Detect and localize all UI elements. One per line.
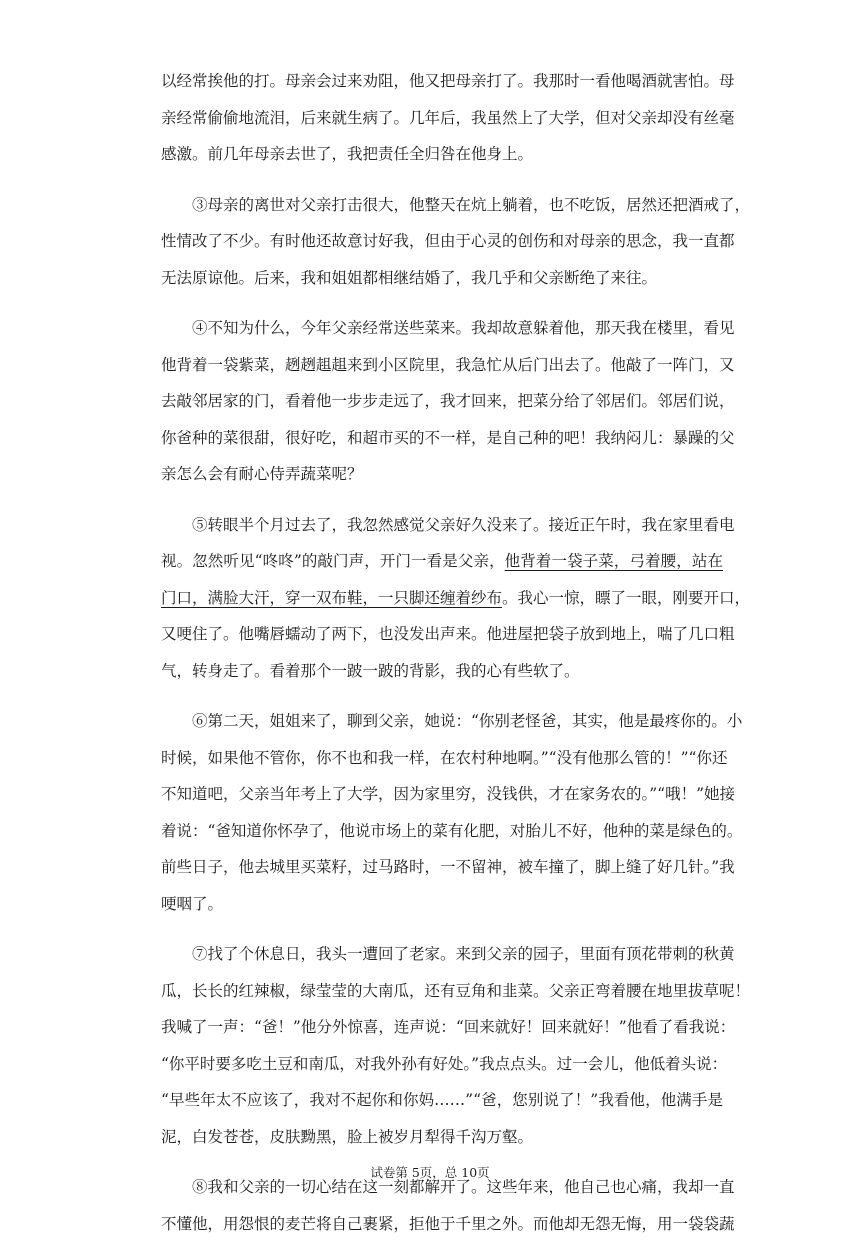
text-line: 以经常挨他的打。母亲会过来劝阻，他又把母亲打了。我那时一看他喝酒就害怕。母 bbox=[161, 72, 735, 90]
paragraph-7 bbox=[161, 936, 751, 1155]
text-line bbox=[161, 580, 751, 617]
paragraph-5 bbox=[161, 507, 751, 690]
text-line: 不知道吧，父亲当年考上了大学，因为家里穷，没钱供，才在家务农的。”“哦！”她接 bbox=[161, 785, 736, 803]
text-line: 前些日子，他去城里买菜籽，过马路时，一不留神，被车撞了，脚上缝了好几针。”我 bbox=[161, 858, 735, 876]
text-line: 去敲邻居家的门，看着他一步步走远了，我才回来，把菜分给了邻居们。邻居们说， bbox=[161, 392, 735, 410]
text-line: ⑤转眼半个月过去了，我忽然感觉父亲好久没来了。接近正午时，我在家里看电 bbox=[192, 515, 735, 534]
page-footer: 试卷第 5页，总 10页 bbox=[370, 1165, 490, 1180]
text-line: ⑧我和父亲的一切心结在这一刻都解开了。这些年来，他自己也心痛，我却一直 bbox=[192, 1178, 735, 1196]
text-line: 他背着一袋紫菜，趔趔趄趄来到小区院里，我急忙从后门出去了。他敲了一阵门，又 bbox=[161, 355, 735, 374]
text-line: 亲怎么会有耐心侍弄蔬菜呢？ bbox=[161, 465, 363, 483]
paragraph-continuation bbox=[161, 63, 735, 173]
text-line: ④不知为什么，今年父亲经常送些菜来。我却故意躲着他，那天我在楼里，看见 bbox=[192, 319, 735, 337]
paragraph-3 bbox=[161, 187, 751, 297]
underlined-sentence: 门口，满脸大汗，穿一双布鞋，一只脚还缠着纱布 bbox=[161, 588, 503, 607]
text-line: 时候，如果他不管你，你不也和我一样，在农村种地啊。”“没有他那么管的！”“你还 bbox=[161, 748, 728, 767]
paragraph-6 bbox=[161, 703, 743, 922]
text-line: 不懂他，用怨恨的麦芒将自己裹紧，拒他于千里之外。而他却无怨无悔，用一袋袋蔬 bbox=[161, 1214, 735, 1233]
text-line: 亲经常偷偷地流泪，后来就生病了。几年后，我虽然上了大学，但对父亲却没有丝毫 bbox=[161, 108, 735, 127]
paragraph-4 bbox=[161, 310, 735, 493]
underlined-sentence: 他背着一袋子菜，弓着腰，站在 bbox=[504, 552, 723, 570]
text-line: ⑦找了个休息日，我头一遭回了老家。来到父亲的园子，里面有顶花带刺的秋黄 bbox=[192, 945, 735, 963]
text-line: “你平时要多吃土豆和南瓜，对我外孙有好处。”我点点头。过一会儿，他低着头说： bbox=[161, 1054, 728, 1073]
text-line: 瓜，长长的红辣椒，绿莹莹的大南瓜，还有豆角和韭菜。父亲正弯着腰在地里拔草呢！ bbox=[161, 981, 751, 1000]
text-line: ⑥第二天，姐姐来了，聊到父亲，她说：“你别老怪爸，其实，他是最疼你的。小 bbox=[192, 712, 743, 730]
text-segment: 视。忽然听见“咚咚”的敲门声，开门一看是父亲， bbox=[161, 552, 505, 570]
text-line: 气，转身走了。看着那个一跛一跛的背影，我的心有些软了。 bbox=[161, 661, 580, 680]
text-line: 泥，白发苍苍，皮肤黝黑，脸上被岁月犁得千沟万壑。 bbox=[161, 1127, 534, 1146]
text-line: 又哽住了。他嘴唇蠕动了两下，也没发出声来。他进屋把袋子放到地上，喘了几口粗 bbox=[161, 625, 735, 643]
text-segment: 。我心一惊，瞟了一眼，刚要开口， bbox=[502, 588, 751, 607]
text-line: 着说：“爸知道你怀孕了，他说市场上的菜有化肥，对胎儿不好，他种的菜是绿色的。 bbox=[161, 821, 743, 840]
text-line: ③母亲的离世对父亲打击很大，他整天在炕上躺着，也不吃饭，居然还把酒戒了， bbox=[192, 195, 751, 214]
text-line bbox=[161, 543, 723, 580]
text-line: 哽咽了。 bbox=[161, 894, 224, 913]
text-line: “早些年太不应该了，我对不起你和你妈……”“爸，您别说了！”我看他，他满手是 bbox=[161, 1091, 723, 1109]
text-line: 我喊了一声：“爸！”他分外惊喜，连声说：“回来就好！回来就好！”他看了看我说： bbox=[161, 1018, 736, 1036]
text-line: 性情改了不少。有时他还故意讨好我，但由于心灵的创伤和对母亲的思念，我一直都 bbox=[161, 232, 735, 250]
text-line: 你爸种的菜很甜，很好吃，和超市买的不一样，是自己种的吧！我纳闷儿：暴躁的父 bbox=[161, 428, 735, 447]
text-line: 无法原谅他。后来，我和姐姐都相继结婚了，我几乎和父亲断绝了来往。 bbox=[161, 268, 658, 287]
exam-passage bbox=[161, 63, 751, 1256]
text-line: 感激。前几年母亲去世了，我把责任全归咎在他身上。 bbox=[161, 145, 534, 163]
